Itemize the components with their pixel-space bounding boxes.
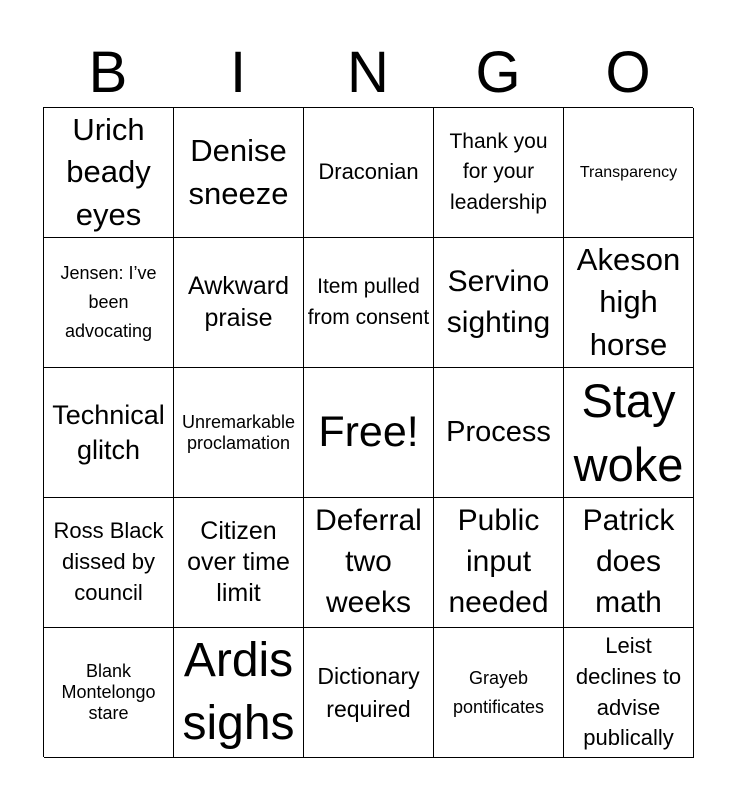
bingo-cell[interactable] — [174, 628, 304, 758]
cell-text: Process — [446, 416, 551, 449]
cell-text: Public input needed — [448, 504, 549, 619]
bingo-cell[interactable] — [434, 238, 564, 368]
cell-text: Deferral two weeks — [315, 504, 422, 619]
cell-text: Leist declines to advise publically — [575, 632, 682, 751]
cell-text: Technical glitch — [52, 399, 165, 465]
cell-text: Citizen over time limit — [187, 516, 290, 608]
cell-text: Servino sighting — [446, 264, 551, 339]
cell-text: Akeson high horse — [576, 242, 681, 362]
cell-text: Item pulled from consent — [307, 275, 430, 329]
cell-text: Free! — [318, 408, 419, 456]
cell-text: Urich beady eyes — [66, 112, 151, 232]
bingo-cell[interactable] — [44, 108, 174, 238]
bingo-cell[interactable] — [564, 108, 694, 238]
header-letter-o: O — [605, 40, 651, 105]
bingo-cell[interactable] — [304, 628, 434, 758]
cell-text: Dictionary required — [317, 663, 420, 722]
bingo-cell[interactable] — [564, 628, 694, 758]
cell-text: Ardis sighs — [182, 634, 295, 750]
cell-text: Patrick does math — [582, 504, 675, 619]
cell-text: Jensen: I’ve been advocating — [60, 263, 157, 341]
bingo-cell[interactable] — [434, 628, 564, 758]
bingo-cell[interactable] — [174, 368, 304, 498]
header-letter-i: I — [229, 40, 247, 105]
cell-text: Denise sneeze — [188, 133, 289, 211]
bingo-cell[interactable] — [434, 108, 564, 238]
cell-text: Draconian — [318, 159, 419, 185]
bingo-cell[interactable] — [304, 108, 434, 238]
header-letter-n: N — [347, 40, 389, 105]
bingo-cell[interactable] — [44, 238, 174, 368]
cell-text: Unremarkable proclamation — [181, 411, 296, 453]
cell-text: Thank you for your leadership — [449, 129, 548, 214]
header-letter-g: G — [475, 40, 521, 105]
cell-text: Grayeb pontificates — [452, 667, 545, 717]
bingo-cell[interactable] — [44, 368, 174, 498]
bingo-cell[interactable] — [304, 498, 434, 628]
header-letter-b: B — [88, 40, 128, 105]
cell-text: Blank Montelongo stare — [61, 661, 156, 723]
cell-text: Ross Black dissed by council — [53, 518, 164, 605]
bingo-cell[interactable] — [44, 628, 174, 758]
cell-text: Awkward praise — [188, 272, 289, 332]
bingo-cell[interactable] — [44, 498, 174, 628]
bingo-header — [43, 40, 693, 106]
bingo-cell[interactable] — [434, 498, 564, 628]
bingo-cell[interactable] — [564, 498, 694, 628]
bingo-cell[interactable] — [304, 238, 434, 368]
cell-text: Transparency — [579, 163, 678, 181]
bingo-cell[interactable] — [434, 368, 564, 498]
bingo-cell[interactable] — [564, 368, 694, 498]
bingo-cell[interactable] — [174, 498, 304, 628]
bingo-cell[interactable] — [174, 108, 304, 238]
bingo-cell[interactable] — [174, 238, 304, 368]
bingo-cell[interactable] — [564, 238, 694, 368]
bingo-board — [43, 107, 693, 757]
cell-text: Stay woke — [573, 373, 684, 491]
free-space-cell[interactable] — [304, 368, 434, 498]
